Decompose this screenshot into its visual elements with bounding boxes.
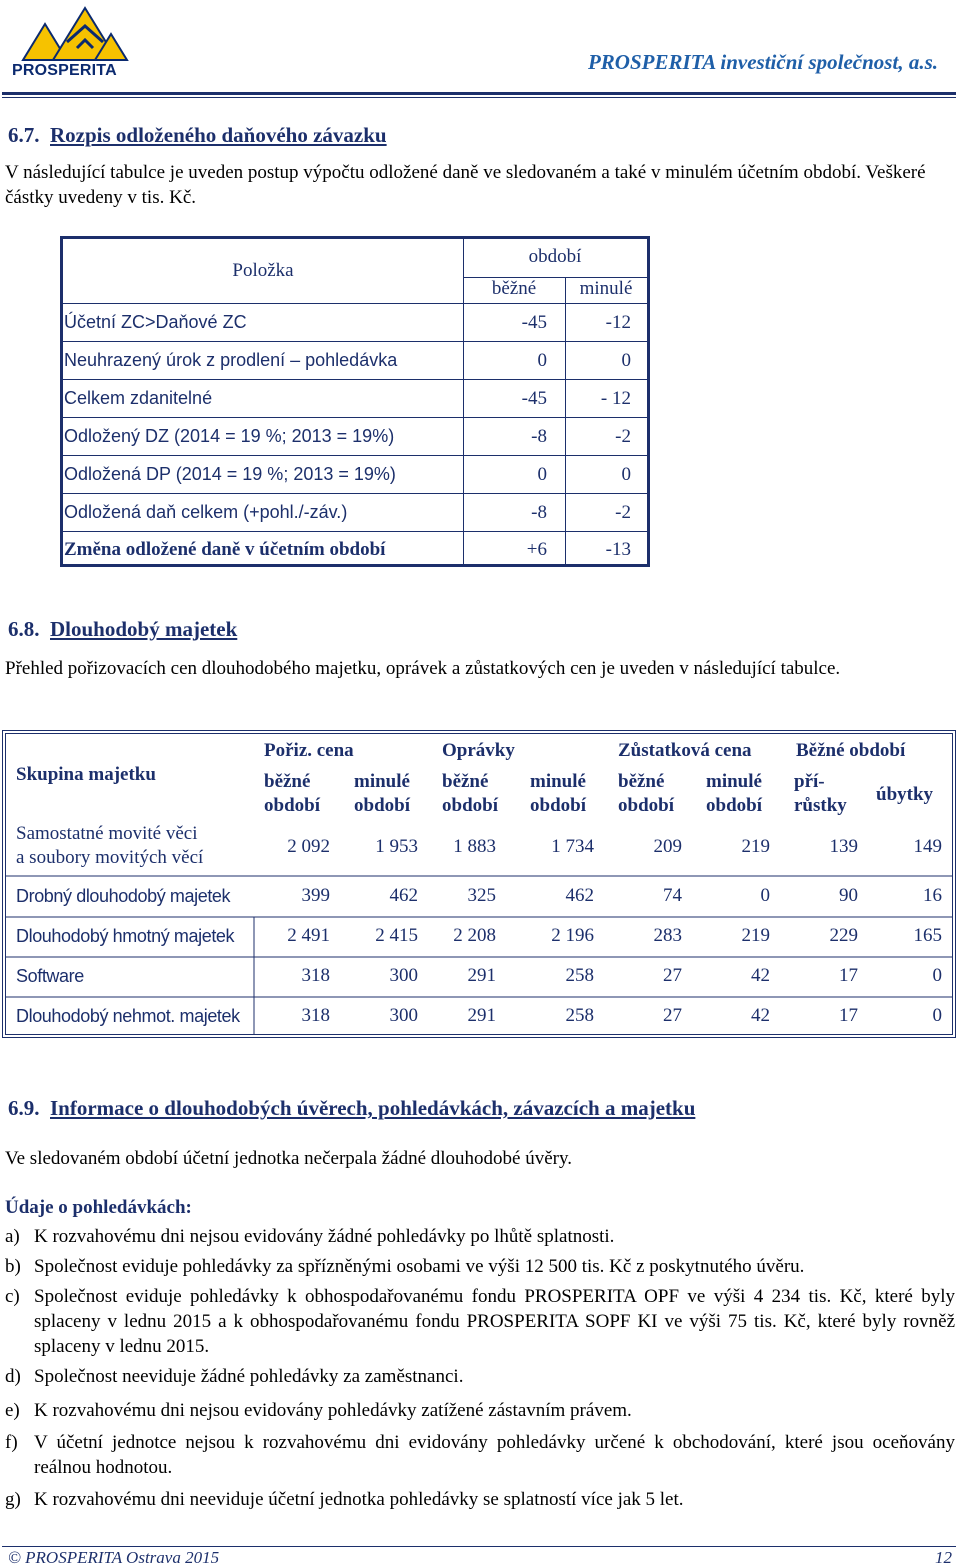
cell: 318 — [301, 1005, 330, 1026]
cell: 17 — [839, 1005, 858, 1026]
cell: 462 — [565, 885, 594, 906]
cell: 42 — [751, 965, 770, 986]
sub-additions-a: pří- — [794, 771, 825, 792]
section-number: 6.8. — [8, 617, 40, 641]
list-text: K rozvahovému dni nejsou evidovány žádné pohledávky po lhůtě splatnosti. — [34, 1226, 615, 1247]
cell: 291 — [467, 1005, 496, 1026]
list-text: K rozvahovému dni neeviduje účetní jednotka pohledávky se splatností více jak 5 let. — [34, 1489, 684, 1510]
row-previous: -12 — [605, 312, 631, 333]
header-rule-thin — [2, 97, 956, 98]
col-header-previous: minulé — [579, 278, 633, 299]
loans-statement: Ve sledovaném období účetní jednotka nečerpala žádné dlouhodobé úvěry. — [5, 1148, 572, 1169]
row-previous: 0 — [621, 464, 631, 485]
asset-row-label: Dlouhodobý hmotný majetek — [16, 926, 235, 946]
cell: 90 — [839, 885, 858, 906]
list-marker: f) — [5, 1432, 18, 1453]
cell: 2 415 — [375, 925, 418, 946]
row-previous: -2 — [615, 502, 631, 523]
section-6-8-heading — [8, 617, 237, 642]
sub-current-b: období — [442, 795, 498, 816]
col-header-current: běžné — [491, 278, 537, 299]
col-header-group: Skupina majetku — [16, 764, 156, 785]
cell: 291 — [467, 965, 496, 986]
sub-previous-a: minulé — [706, 771, 762, 792]
section-number: 6.9. — [8, 1096, 40, 1120]
receivables-heading: Údaje o pohledávkách: — [5, 1197, 192, 1218]
list-item — [5, 1224, 955, 1249]
list-marker: d) — [5, 1366, 21, 1387]
sub-previous-a: minulé — [530, 771, 586, 792]
section-6-9-heading — [8, 1096, 695, 1121]
row-label: Odložená daň celkem (+pohl./-záv.) — [64, 502, 348, 522]
list-item — [5, 1364, 955, 1389]
row-current: +6 — [526, 539, 547, 560]
asset-row-label — [16, 822, 203, 870]
list-item — [5, 1254, 955, 1279]
cell: 149 — [913, 836, 942, 857]
list-marker: g) — [5, 1489, 21, 1510]
sub-header-current — [442, 770, 498, 818]
cell: 0 — [932, 1005, 942, 1026]
row-current: -8 — [531, 426, 547, 447]
row-previous: 0 — [621, 350, 631, 371]
list-text: Společnost neeviduje žádné pohledávky za zaměstnanci. — [34, 1366, 464, 1387]
list-item — [5, 1487, 955, 1512]
row-label: Účetní ZC>Daňové ZC — [64, 312, 247, 332]
cell: 325 — [467, 885, 496, 906]
cell: 1 734 — [551, 836, 594, 857]
cell: 219 — [741, 925, 770, 946]
cell: 258 — [565, 965, 594, 986]
sub-current-a: běžné — [618, 771, 665, 792]
list-marker: b) — [5, 1256, 21, 1277]
row-previous: - 12 — [600, 388, 631, 409]
cell: 2 196 — [551, 925, 594, 946]
asset-label-b: a soubory movitých věcí — [16, 847, 204, 868]
row-current: 0 — [537, 350, 547, 371]
cell: 209 — [653, 836, 682, 857]
list-text: Společnost eviduje pohledávky za spřízněnými osobami ve výši 12 500 tis. Kč z poskytnutého úvěru. — [34, 1256, 805, 1277]
row-previous: -13 — [605, 539, 631, 560]
cell: 283 — [653, 925, 682, 946]
sub-header-disposals: úbytky — [876, 784, 934, 805]
cell: 0 — [932, 965, 942, 986]
cell: 258 — [565, 1005, 594, 1026]
col-header-item: Položka — [232, 260, 294, 281]
sub-additions-b: růstky — [794, 795, 847, 816]
cell: 2 208 — [453, 925, 496, 946]
sub-current-b: období — [264, 795, 320, 816]
cell: 165 — [913, 925, 942, 946]
row-label: Neuhrazený úrok z prodlení – pohledávka — [64, 350, 398, 370]
col-header-period: období — [528, 246, 582, 267]
cell: 27 — [663, 1005, 682, 1026]
row-label: Odložený DZ (2014 = 19 %; 2013 = 19%) — [64, 426, 395, 446]
cell: 16 — [923, 885, 942, 906]
list-marker: e) — [5, 1400, 20, 1421]
row-current: -45 — [521, 388, 547, 409]
list-item — [5, 1284, 955, 1359]
cell: 300 — [389, 1005, 418, 1026]
row-current: -45 — [521, 312, 547, 333]
cell: 27 — [663, 965, 682, 986]
list-item — [5, 1398, 955, 1423]
cell: 318 — [301, 965, 330, 986]
cell: 300 — [389, 965, 418, 986]
section-title: Dlouhodobý majetek — [50, 617, 238, 641]
sub-header-previous — [354, 770, 410, 818]
cell: 74 — [663, 885, 682, 906]
list-marker: a) — [5, 1226, 20, 1247]
col-header-cur-period: Běžné období — [796, 740, 906, 761]
sub-previous-b: období — [706, 795, 762, 816]
sub-previous-a: minulé — [354, 771, 410, 792]
cell: 1 883 — [453, 836, 496, 857]
asset-row-label: Software — [16, 966, 84, 986]
section-number: 6.7. — [8, 123, 40, 147]
cell: 399 — [301, 885, 330, 906]
asset-row-label: Drobný dlouhodobý majetek — [16, 886, 231, 906]
cell: 2 092 — [287, 836, 330, 857]
section-title: Informace o dlouhodobých úvěrech, pohledávkách, závazcích a majetku — [50, 1096, 696, 1120]
row-current: 0 — [537, 464, 547, 485]
sub-header-additions — [794, 770, 847, 818]
col-header-dep: Oprávky — [442, 740, 515, 761]
sub-current-a: běžné — [264, 771, 311, 792]
row-current: -8 — [531, 502, 547, 523]
section-6-8-intro: Přehled pořizovacích cen dlouhodobého majetku, oprávek a zůstatkových cen je uveden v následující tabulce. — [5, 658, 841, 679]
sub-previous-b: období — [530, 795, 586, 816]
cell: 17 — [839, 965, 858, 986]
page-number: 12 — [935, 1548, 952, 1567]
list-marker: c) — [5, 1286, 20, 1307]
list-item — [5, 1430, 955, 1480]
cell: 219 — [741, 836, 770, 857]
cell: 139 — [829, 836, 858, 857]
row-label-total: Změna odložené daně v účetním období — [64, 539, 386, 560]
row-label: Odložená DP (2014 = 19 %; 2013 = 19%) — [64, 464, 396, 484]
sub-current-a: běžné — [442, 771, 489, 792]
long-term-assets-table — [2, 730, 956, 1038]
cell: 1 953 — [375, 836, 418, 857]
sub-header-previous — [706, 770, 762, 818]
list-text: K rozvahovému dni nejsou evidovány pohledávky zatížené zástavním právem. — [34, 1400, 632, 1421]
row-label: Celkem zdanitelné — [64, 388, 213, 408]
asset-row-label: Dlouhodobý nehmot. majetek — [16, 1006, 240, 1026]
deferred-tax-table — [60, 236, 650, 567]
sub-current-b: období — [618, 795, 674, 816]
col-header-acq: Pořiz. cena — [264, 740, 354, 761]
sub-previous-b: období — [354, 795, 410, 816]
footer-copyright: © PROSPERITA Ostrava 2015 — [8, 1548, 220, 1567]
cell: 462 — [389, 885, 418, 906]
cell: 0 — [760, 885, 770, 906]
list-text: Společnost eviduje pohledávky k obhospodařovanému fondu PROSPERITA OPF ve výši 4 234 tis. Kč, které byly splaceny v lednu 2015 a k obhospodařovanému fondu PROSPERITA SOPF KI ve výši 75 tis. Kč, které byly rovněž splaceny v lednu 2015. — [34, 1286, 955, 1357]
row-previous: -2 — [615, 426, 631, 447]
logo-text: PROSPERITA — [12, 62, 117, 79]
cell: 229 — [829, 925, 858, 946]
cell: 2 491 — [287, 925, 330, 946]
header-rule — [2, 92, 956, 95]
section-6-7-heading — [8, 123, 387, 148]
section-title: Rozpis odloženého daňového závazku — [50, 123, 387, 147]
sub-header-previous — [530, 770, 586, 818]
company-name: PROSPERITA investiční společnost, a.s. — [587, 50, 938, 74]
list-text: V účetní jednotce nejsou k rozvahovému dni evidovány pohledávky určené k obchodování, které jsou oceňovány reálnou hodnotou. — [34, 1432, 955, 1478]
cell: 42 — [751, 1005, 770, 1026]
sub-header-current — [618, 770, 674, 818]
section-6-7-intro: V následující tabulce je uveden postup výpočtu odložené daně ve sledovaném a také v minulém účetním období. Veškeré částky uvedeny v tis. Kč. — [5, 162, 926, 208]
col-header-net: Zůstatková cena — [618, 740, 752, 761]
asset-label-a: Samostatné movité věci — [16, 823, 198, 844]
footer-rule — [2, 1546, 956, 1547]
sub-header-current — [264, 770, 320, 818]
